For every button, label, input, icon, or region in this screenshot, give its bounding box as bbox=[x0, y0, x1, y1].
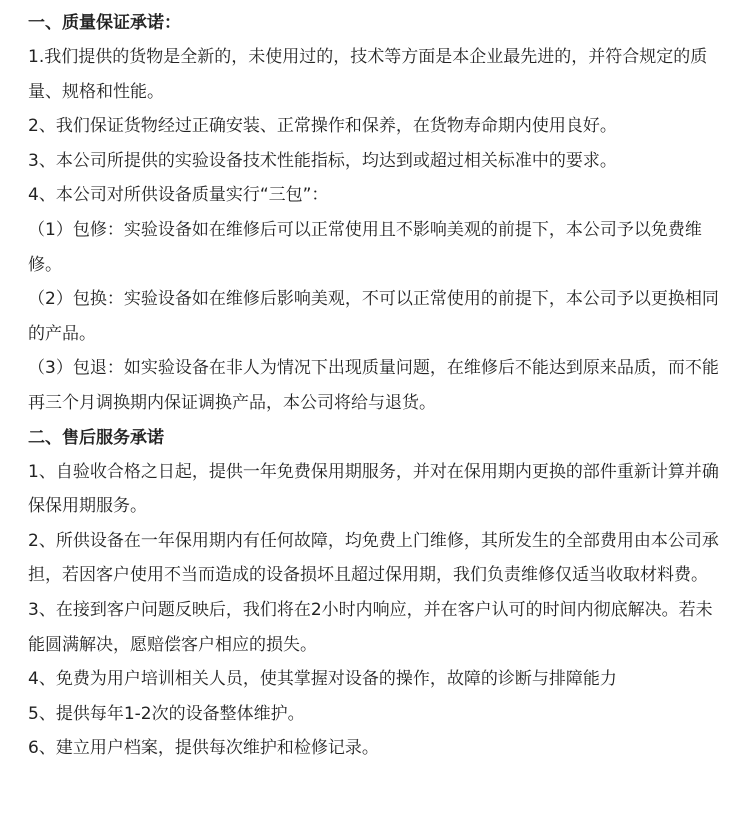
section-2-item-1: 1、自验收合格之日起，提供一年免费保用期服务，并对在保用期内更换的部件重新计算并确保保用期服务。 bbox=[28, 461, 719, 517]
section-1-item-1: 1.我们提供的货物是全新的，未使用过的，技术等方面是本企业最先进的，并符合规定的质量、规格和性能。 bbox=[28, 47, 708, 102]
section-1-item-3: 3、本公司所提供的实验设备技术性能指标，均达到或超过相关标准中的要求。 bbox=[28, 150, 617, 171]
section-1-subitem-replace: （2）包换：实验设备如在维修后影响美观，不可以正常使用的前提下，本公司予以更换相同的产品。 bbox=[28, 289, 719, 344]
section-2-item-6: 6、建立用户档案，提供每次维护和检修记录。 bbox=[28, 738, 379, 759]
section-2-heading: 二、售后服务承诺 bbox=[28, 427, 164, 448]
section-2-item-3: 3、在接到客户问题反映后，我们将在2小时内响应，并在客户认可的时间内彻底解决。若未能圆满解决，愿赔偿客户相应的损失。 bbox=[28, 599, 713, 655]
section-1-item-4: 4、本公司对所供设备质量实行“三包”： bbox=[28, 185, 329, 206]
section-2-item-4: 4、免费为用户培训相关人员，使其掌握对设备的操作，故障的诊断与排障能力 bbox=[28, 669, 617, 690]
section-2-item-2: 2、所供设备在一年保用期内有任何故障，均免费上门维修，其所发生的全部费用由本公司承担，若因客户使用不当而造成的设备损坏且超过保用期，我们负责维修仅适当收取材料费。 bbox=[28, 530, 719, 586]
section-1-heading: 一、质量保证承诺： bbox=[28, 13, 181, 33]
section-1-subitem-repair: （1）包修：实验设备如在维修后可以正常使用且不影响美观的前提下，本公司予以免费维修。 bbox=[28, 219, 702, 275]
section-1-item-2: 2、我们保证货物经过正确安装、正常操作和保养，在货物寿命期内使用良好。 bbox=[28, 116, 617, 137]
section-2-item-5: 5、提供每年1-2次的设备整体维护。 bbox=[28, 703, 305, 724]
section-1-subitem-refund: （3）包退：如实验设备在非人为情况下出现质量问题，在维修后不能达到原来品质，而不能再三个月调换期内保证调换产品，本公司将给与退货。 bbox=[28, 358, 719, 413]
